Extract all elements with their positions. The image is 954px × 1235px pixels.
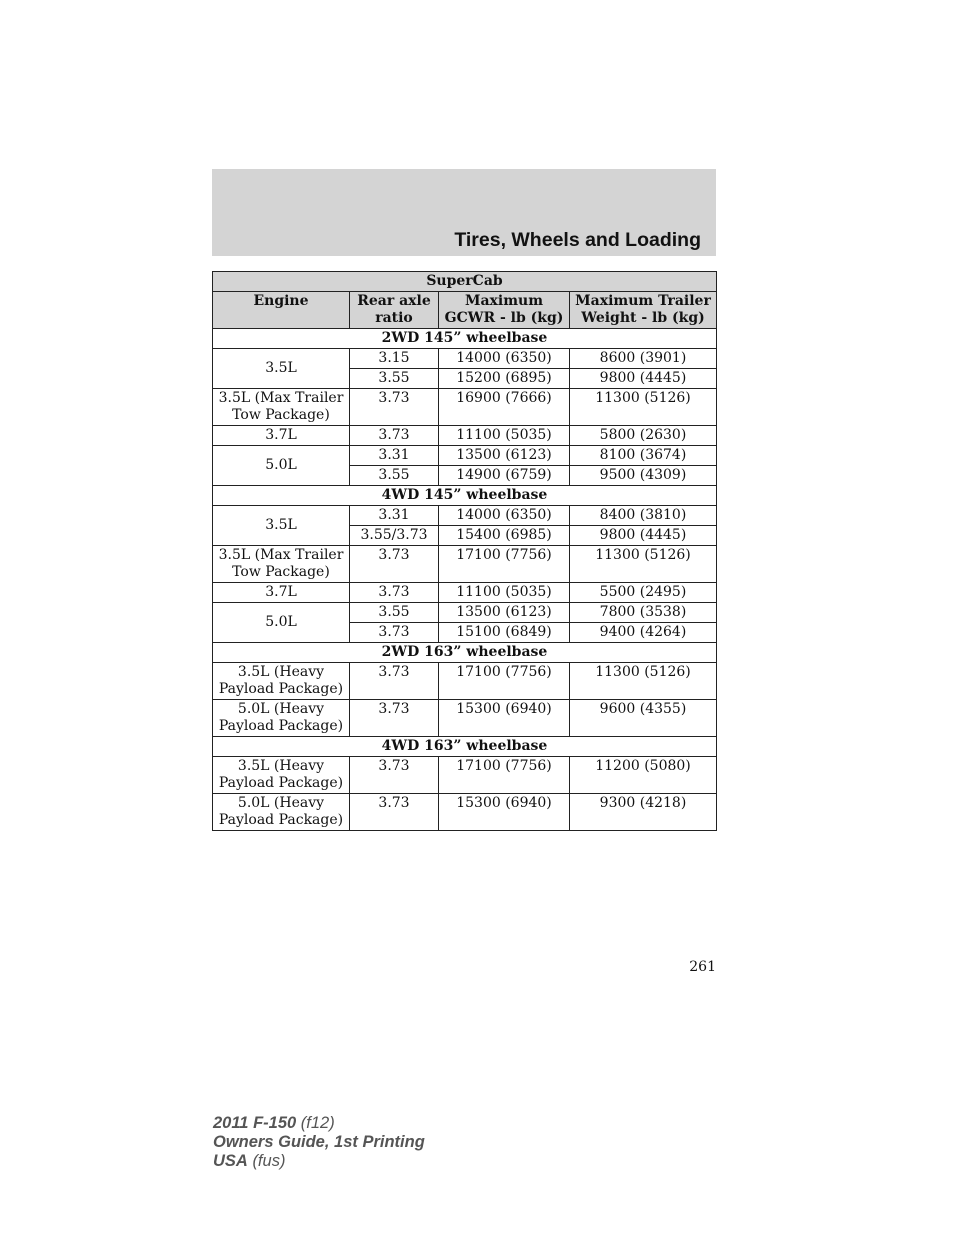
trailer-weight-cell: 9800 (4445) bbox=[570, 526, 717, 546]
gcwr-cell: 15300 (6940) bbox=[439, 794, 570, 831]
axle-ratio-cell: 3.73 bbox=[350, 794, 439, 831]
section-row: 2WD 145” wheelbase bbox=[213, 329, 717, 349]
trailer-weight-cell: 8100 (3674) bbox=[570, 446, 717, 466]
table-row bbox=[213, 583, 717, 603]
table-row bbox=[213, 446, 717, 466]
axle-ratio-cell: 3.73 bbox=[350, 389, 439, 426]
gcwr-cell: 13500 (6123) bbox=[439, 603, 570, 623]
axle-ratio-cell: 3.73 bbox=[350, 426, 439, 446]
gcwr-cell: 17100 (7756) bbox=[439, 663, 570, 700]
section-row: 2WD 163” wheelbase bbox=[213, 643, 717, 663]
footer-guide: Owners Guide, 1st Printing bbox=[213, 1133, 425, 1151]
table-row bbox=[213, 506, 717, 526]
engine-cell: 5.0L bbox=[213, 603, 350, 643]
trailer-weight-cell: 7800 (3538) bbox=[570, 603, 717, 623]
table-title: SuperCab bbox=[213, 272, 717, 292]
towing-capacity-table bbox=[212, 271, 717, 831]
gcwr-cell: 13500 (6123) bbox=[439, 446, 570, 466]
gcwr-cell: 11100 (5035) bbox=[439, 426, 570, 446]
document-footer bbox=[213, 1114, 425, 1171]
column-header-axle-ratio: Rear axle ratio bbox=[350, 292, 439, 329]
footer-model: 2011 F-150 bbox=[213, 1114, 297, 1132]
engine-cell: 3.7L bbox=[213, 426, 350, 446]
table-row bbox=[213, 700, 717, 737]
table-row bbox=[213, 389, 717, 426]
axle-ratio-cell: 3.73 bbox=[350, 757, 439, 794]
page-number: 261 bbox=[689, 959, 716, 975]
engine-cell: 3.7L bbox=[213, 583, 350, 603]
engine-cell: 5.0L (Heavy Payload Package) bbox=[213, 794, 350, 831]
axle-ratio-cell: 3.73 bbox=[350, 546, 439, 583]
trailer-weight-cell: 8600 (3901) bbox=[570, 349, 717, 369]
trailer-weight-cell: 11300 (5126) bbox=[570, 546, 717, 583]
gcwr-cell: 15400 (6985) bbox=[439, 526, 570, 546]
axle-ratio-cell: 3.55 bbox=[350, 466, 439, 486]
gcwr-cell: 15200 (6895) bbox=[439, 369, 570, 389]
table-header-row bbox=[213, 292, 717, 329]
footer-model-code: (f12) bbox=[300, 1114, 335, 1132]
column-header-engine: Engine bbox=[213, 292, 350, 329]
section-row: 4WD 163” wheelbase bbox=[213, 737, 717, 757]
trailer-weight-cell: 9500 (4309) bbox=[570, 466, 717, 486]
axle-ratio-cell: 3.73 bbox=[350, 663, 439, 700]
section-title: Tires, Wheels and Loading bbox=[454, 229, 701, 251]
table-row bbox=[213, 426, 717, 446]
trailer-weight-cell: 11300 (5126) bbox=[570, 389, 717, 426]
table-row bbox=[213, 349, 717, 369]
table-row bbox=[213, 663, 717, 700]
engine-cell: 3.5L bbox=[213, 506, 350, 546]
axle-ratio-cell: 3.73 bbox=[350, 700, 439, 737]
gcwr-cell: 14000 (6350) bbox=[439, 349, 570, 369]
trailer-weight-cell: 5500 (2495) bbox=[570, 583, 717, 603]
trailer-weight-cell: 9600 (4355) bbox=[570, 700, 717, 737]
trailer-weight-cell: 5800 (2630) bbox=[570, 426, 717, 446]
gcwr-cell: 17100 (7756) bbox=[439, 546, 570, 583]
section-header-band bbox=[212, 169, 716, 256]
gcwr-cell: 16900 (7666) bbox=[439, 389, 570, 426]
engine-cell: 3.5L (Heavy Payload Package) bbox=[213, 757, 350, 794]
axle-ratio-cell: 3.73 bbox=[350, 623, 439, 643]
engine-cell: 3.5L (Heavy Payload Package) bbox=[213, 663, 350, 700]
axle-ratio-cell: 3.73 bbox=[350, 583, 439, 603]
gcwr-cell: 15100 (6849) bbox=[439, 623, 570, 643]
trailer-weight-cell: 11300 (5126) bbox=[570, 663, 717, 700]
engine-cell: 5.0L bbox=[213, 446, 350, 486]
axle-ratio-cell: 3.55/3.73 bbox=[350, 526, 439, 546]
table-row bbox=[213, 794, 717, 831]
footer-market-code: (fus) bbox=[252, 1152, 286, 1170]
engine-cell: 3.5L (Max Trailer Tow Package) bbox=[213, 546, 350, 583]
axle-ratio-cell: 3.31 bbox=[350, 506, 439, 526]
table-body bbox=[213, 329, 717, 831]
trailer-weight-cell: 8400 (3810) bbox=[570, 506, 717, 526]
gcwr-cell: 15300 (6940) bbox=[439, 700, 570, 737]
axle-ratio-cell: 3.55 bbox=[350, 369, 439, 389]
trailer-weight-cell: 9400 (4264) bbox=[570, 623, 717, 643]
engine-cell: 3.5L (Max Trailer Tow Package) bbox=[213, 389, 350, 426]
table-row bbox=[213, 546, 717, 583]
gcwr-cell: 14900 (6759) bbox=[439, 466, 570, 486]
engine-cell: 5.0L (Heavy Payload Package) bbox=[213, 700, 350, 737]
table-row bbox=[213, 757, 717, 794]
axle-ratio-cell: 3.15 bbox=[350, 349, 439, 369]
engine-cell: 3.5L bbox=[213, 349, 350, 389]
gcwr-cell: 17100 (7756) bbox=[439, 757, 570, 794]
column-header-trailer-weight: Maximum Trailer Weight - lb (kg) bbox=[570, 292, 717, 329]
trailer-weight-cell: 9300 (4218) bbox=[570, 794, 717, 831]
axle-ratio-cell: 3.55 bbox=[350, 603, 439, 623]
trailer-weight-cell: 11200 (5080) bbox=[570, 757, 717, 794]
column-header-gcwr: Maximum GCWR - lb (kg) bbox=[439, 292, 570, 329]
axle-ratio-cell: 3.31 bbox=[350, 446, 439, 466]
table-row bbox=[213, 603, 717, 623]
gcwr-cell: 14000 (6350) bbox=[439, 506, 570, 526]
trailer-weight-cell: 9800 (4445) bbox=[570, 369, 717, 389]
footer-market: USA bbox=[213, 1152, 248, 1170]
gcwr-cell: 11100 (5035) bbox=[439, 583, 570, 603]
section-row: 4WD 145” wheelbase bbox=[213, 486, 717, 506]
